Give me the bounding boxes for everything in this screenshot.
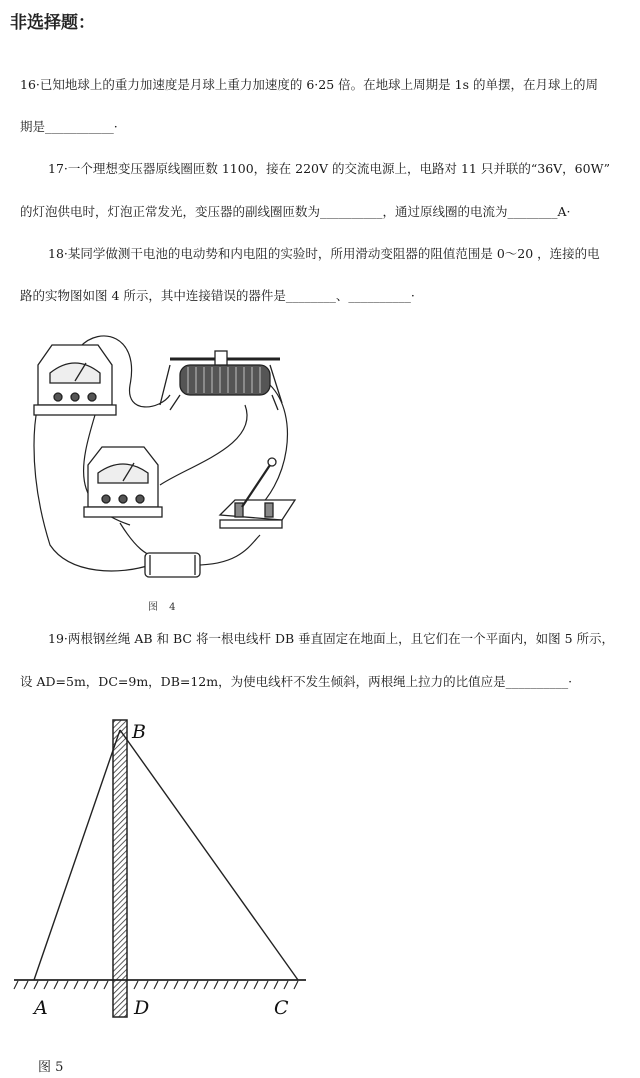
meter-middle [84,447,162,517]
figure4-caption: 图 4 [148,602,180,613]
section-title: 非选择题： [10,13,95,33]
q19-line1: 19·两根钢丝绳 AB 和 BC 将一根电线杆 DB 垂直固定在地面上，且它们在一个平面内，如图 5 所示， [48,631,615,646]
figure5-pole-diagram [10,712,320,1022]
rheostat [160,351,282,410]
knife-switch [220,458,295,528]
q18-line1: 18·某同学做测干电池的电动势和内电阻的实验时，所用滑动变阻器的阻值范围是 0～20 ，连接的电 [48,246,600,261]
q18-line2: 路的实物图如图 4 所示，其中连接错误的器件是________、__________· [20,288,415,303]
q17-line1: 17·一个理想变压器原线圈匝数 1100，接在 220V 的交流电源上，电路对 11 只并联的“36V，60W” [48,161,611,176]
label-b: B [132,721,146,743]
label-a: A [34,997,48,1019]
label-d: D [134,997,150,1019]
q16-line1: 16·已知地球上的重力加速度是月球上重力加速度的 6·25 倍。在地球上周期是 1s 的单摆，在月球上的周 [20,77,598,92]
figure4-circuit [20,325,320,595]
pole-db [113,720,127,1017]
cable-ab [34,730,120,980]
q16-line2: 期是___________· [20,119,118,134]
q17-line2: 的灯泡供电时，灯泡正常发光，变压器的副线圈匝数为__________，通过原线圈的电流为________A· [20,204,571,219]
battery [145,553,200,577]
wire [195,535,260,565]
figure5-caption: 图 5 [38,1060,64,1075]
wire [250,385,287,515]
meter-top [34,345,116,415]
cable-bc [120,730,298,980]
wire [160,405,247,485]
q19-line2: 设 AD=5m，DC=9m，DB=12m，为使电线杆不发生倾斜，两根绳上拉力的比值应是__________· [20,674,573,689]
label-c: C [274,997,289,1019]
